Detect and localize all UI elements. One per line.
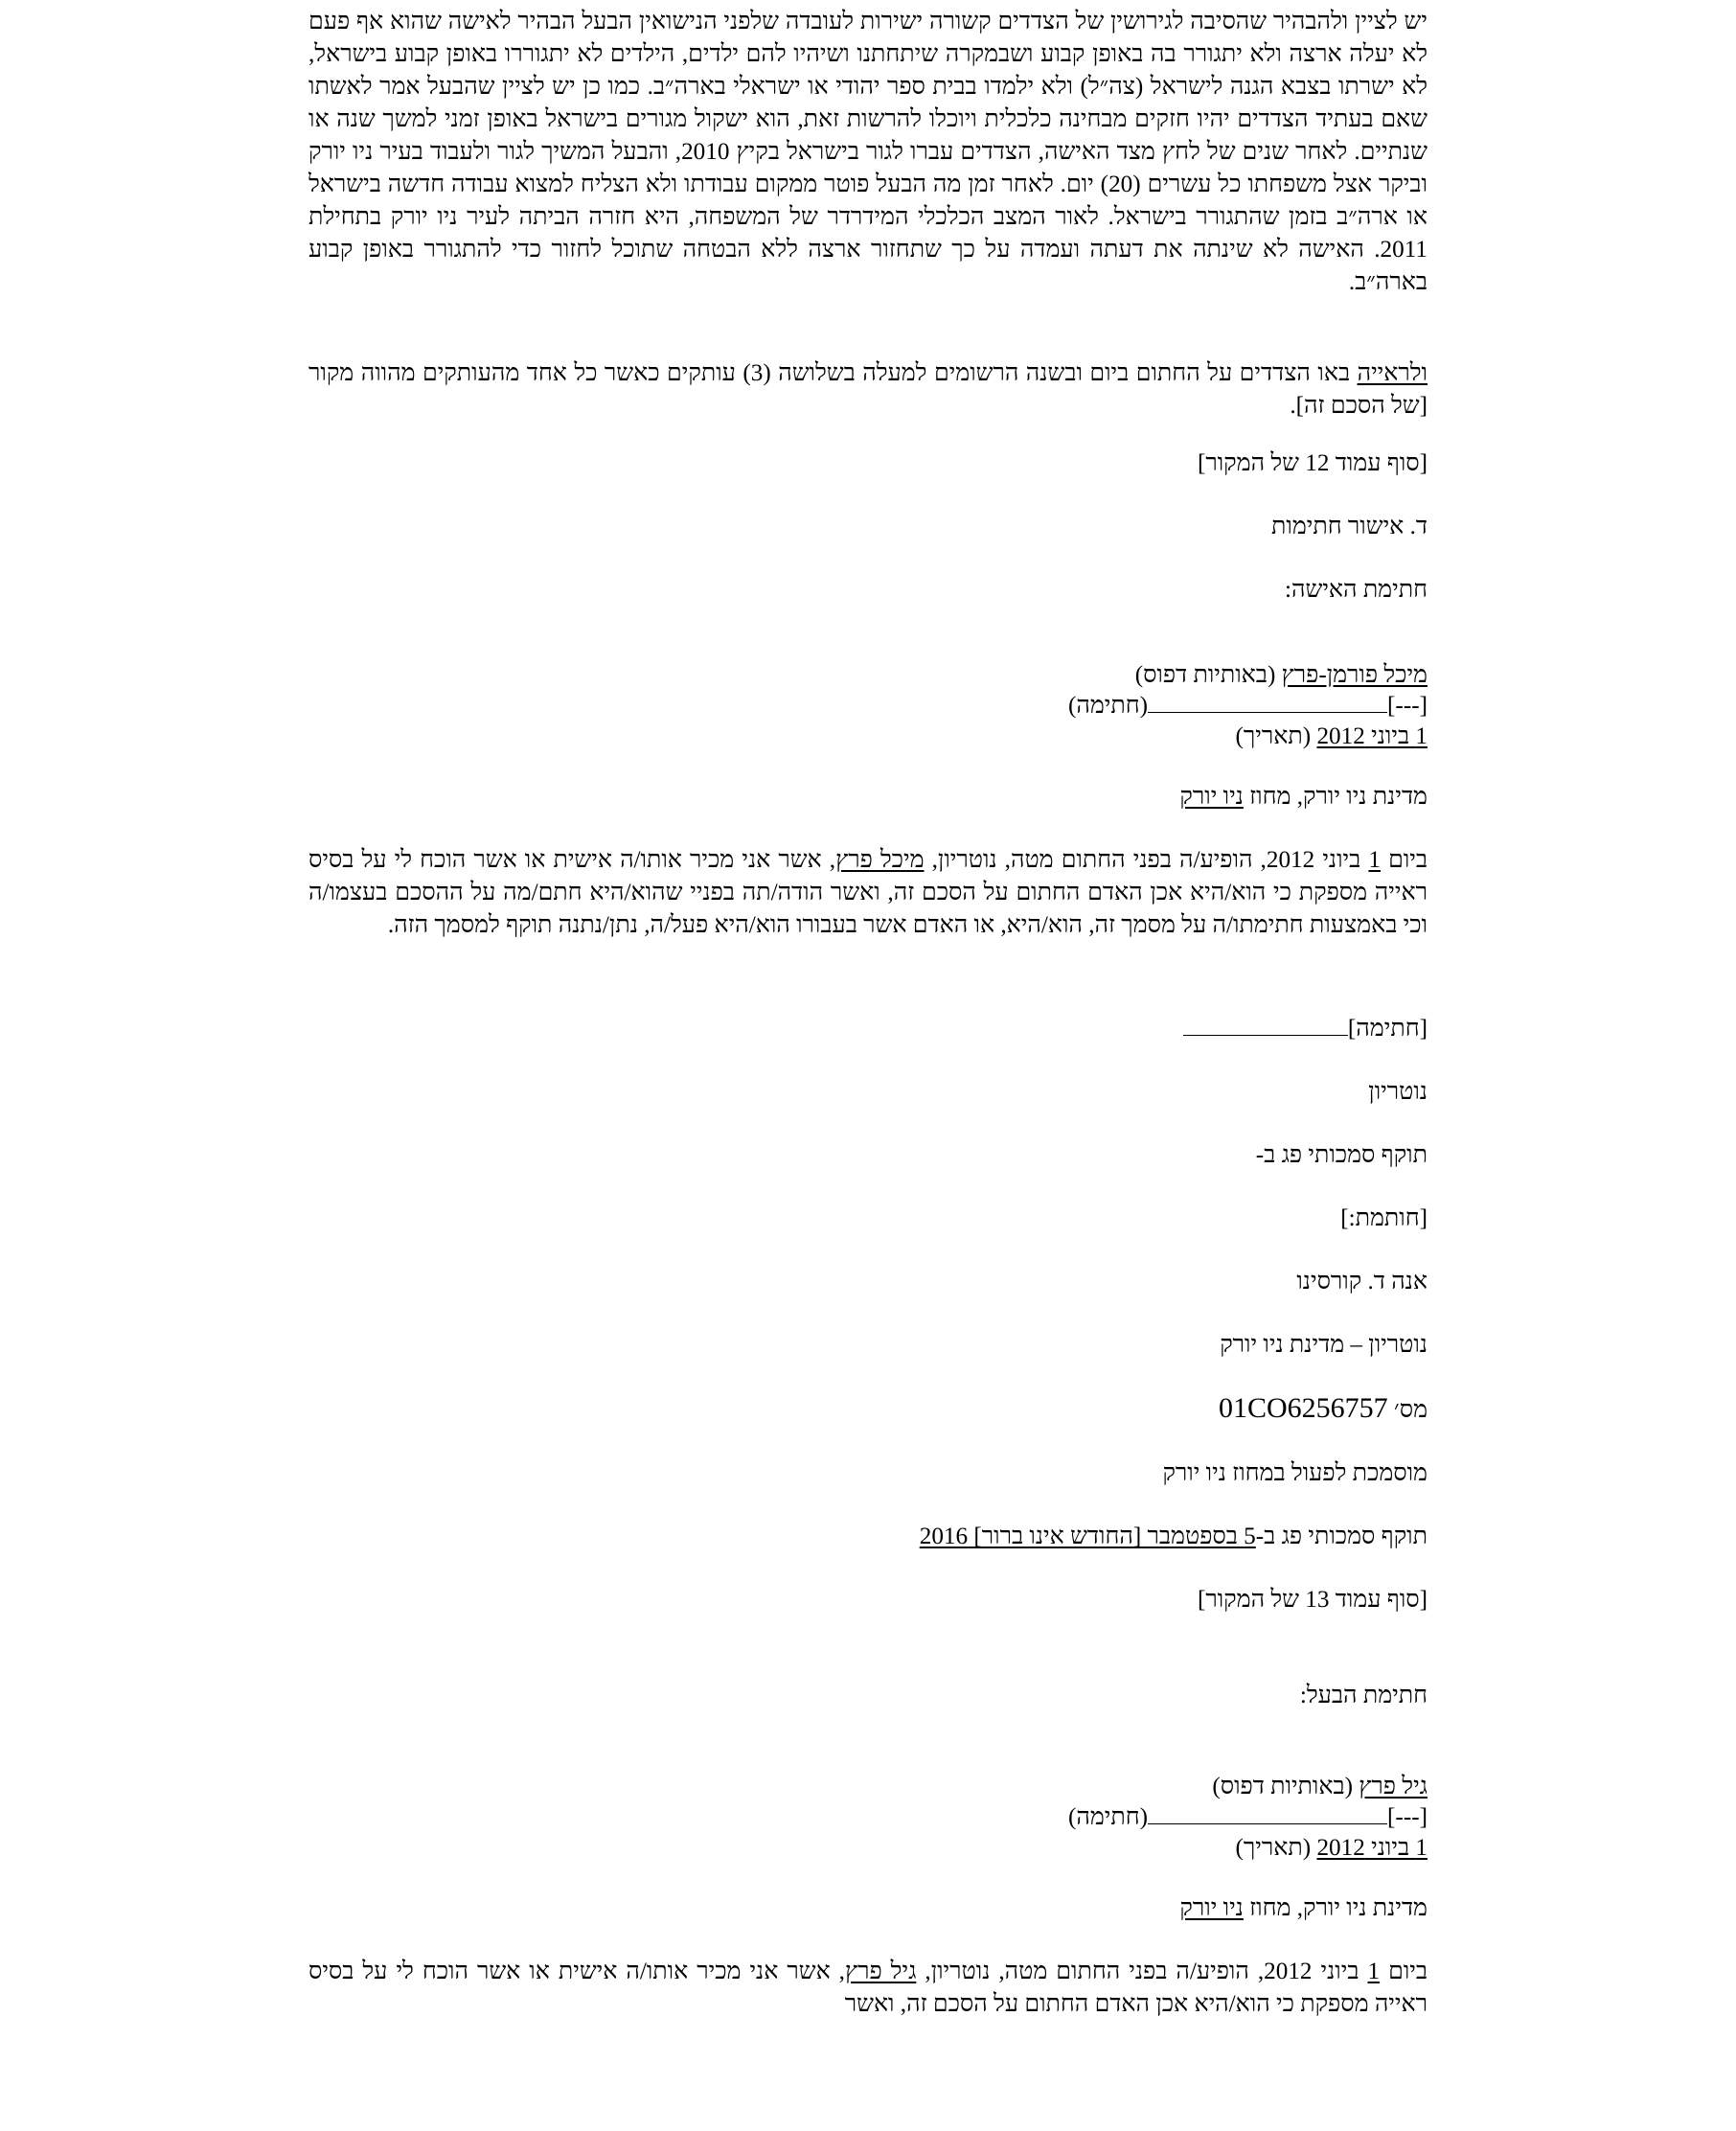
husband-signature-label: חתימת הבעל:: [1299, 1683, 1428, 1708]
husband-ack-person: גיל פרץ: [844, 1959, 917, 1984]
husband-ack-text-2: ביוני 2012, הופיע/ה בפני החתום מטה, נוטריון,: [916, 1959, 1368, 1984]
notary-state: נוטריון – מדינת ניו יורק: [1220, 1332, 1428, 1358]
wife-date: 1 ביוני 2012: [1316, 723, 1428, 749]
notary-name: אנה ד. קורסינו: [1296, 1269, 1428, 1295]
husband-jurisdiction-prefix: מדינת ניו יורק, מחוז: [1243, 1895, 1428, 1921]
document-page: [308, 6, 1428, 2021]
wife-ack-day: 1: [1368, 847, 1381, 873]
notary-expiry-prefix: תוקף סמכותי פג ב-: [1255, 1524, 1428, 1549]
husband-ack-text-1: ביום: [1380, 1959, 1428, 1984]
witness-underlined-word: ולראייה: [1357, 360, 1428, 386]
wife-signature-caption: (חתימה): [1067, 693, 1149, 719]
wife-printed-name: מיכל פורמן-פרץ: [1281, 662, 1428, 688]
wife-signature-line: [308, 691, 1428, 722]
husband-signature-bracket: [---]: [1387, 1804, 1428, 1830]
husband-ack-day: 1: [1367, 1959, 1381, 1984]
wife-jurisdiction: [308, 781, 1428, 813]
wife-jurisdiction-prefix: מדינת ניו יורק, מחוז: [1243, 784, 1428, 810]
wife-county: ניו יורק: [1179, 784, 1244, 810]
husband-printed-name: גיל פרץ: [1359, 1774, 1428, 1799]
notary-authorized: מוסמכת לפעול במחוז ניו יורק: [1162, 1460, 1428, 1486]
end-page-13-marker: [סוף עמוד 13 של המקור]: [1197, 1587, 1428, 1613]
notary-signature-label: [חתימה]: [1347, 1016, 1428, 1042]
notary-signature-blank: [1183, 1014, 1348, 1036]
husband-signature-line: [308, 1802, 1428, 1833]
husband-signature-block: [308, 1772, 1428, 1864]
notary-number: 01CO6256757: [1218, 1392, 1388, 1424]
husband-acknowledgment: [308, 1956, 1428, 2021]
husband-date-line: [308, 1833, 1428, 1864]
notary-number-label: מס׳: [1387, 1397, 1428, 1423]
husband-name-line: [308, 1772, 1428, 1802]
notary-expiry-date: 5 בספטמבר [החודש אינו ברור] 2016: [919, 1524, 1256, 1549]
husband-signature-blank: [1148, 1802, 1387, 1824]
notary-validity-short: תוקף סמכותי פג ב-: [1255, 1142, 1428, 1168]
notary-number-line: [308, 1392, 1428, 1427]
wife-signature-bracket: [---]: [1387, 693, 1428, 719]
husband-date-suffix: (תאריך): [1235, 1835, 1317, 1861]
wife-acknowledgment: [308, 844, 1428, 974]
wife-date-line: [308, 722, 1428, 752]
husband-county: ניו יורק: [1179, 1895, 1244, 1921]
section-heading: ד. אישור חתימות: [1271, 514, 1428, 539]
intro-paragraph: יש לציין ולהבהיר שהסיבה לגירושין של הצדדים קשורה ישירות לעובדה שלפני הנישואין הבעל הבהיר לאישה שהוא אף פעם לא יעלה ארצה ולא יתגורר בה באופן קבוע ושבמקרה שיתחתנו ושיהיו להם ילדים, הילדים לא יתגוררו באופן קבוע בישראל, לא ישרתו בצבא הגנה לישראל (צה״ל) ולא ילמדו בבית ספר יהודי או ישראלי בארה״ב. כמו כן יש לציין שהבעל אמר לאשתו שאם בעתיד הצדדים יהיו חזקים מבחינה כלכלית ויוכלו להרשות זאת, הוא ישקול מגורים בישראל באופן זמני למשך שנה או שנתיים. לאחר שנים של לחץ מצד האישה, הצדדים עברו לגור בישראל בקיץ 2010, והבעל המשיך לגור ולעבוד בעיר ניו יורק וביקר אצל משפחתו כל עשרים (20) יום. לאחר זמן מה הבעל פוטר ממקום עבודתו ולא הצליח למצוא עבודה חדשה בישראל או ארה״ב בזמן שהתגורר בישראל. לאור המצב הכלכלי המידרדר של המשפחה, היא חזרה הביתה לעיר ניו יורק בתחילת 2011. האישה לא שינתה את דעתה ועמדה על כך שתחזור ארצה ללא הבטחה שתוכל לחזור כדי להתגורר באופן קבוע בארה״ב.: [308, 9, 1428, 295]
wife-ack-text-2: ביוני 2012, הופיע/ה בפני החתום מטה, נוטריון,: [924, 847, 1369, 873]
wife-name-line: [308, 660, 1428, 691]
husband-date: 1 ביוני 2012: [1316, 1835, 1428, 1861]
wife-ack-person: מיכל פרץ: [835, 847, 925, 873]
notary-title: נוטריון: [1368, 1079, 1428, 1105]
husband-name-suffix: (באותיות דפוס): [1212, 1774, 1359, 1799]
wife-ack-text-3: , אשר אני מכיר אותו/ה אישית או אשר הוכח לי על בסיס ראייה מספקת כי הוא/היא אכן האדם החתום על הסכם זה, ואשר הודה/תה בפניי שהוא/היא חתם/מה על ההסכם בעצמו/ה וכי באמצעות חתימתו/ה על מסמך זה, הוא/היא, או האדם אשר בעבורו הוא/היא פעל/ה, נתן/נתנה תוקף למסמך הזה.: [308, 847, 1428, 938]
wife-signature-block: [308, 660, 1428, 752]
husband-ack-text-3: , אשר אני מכיר אותו/ה אישית או אשר הוכח לי על בסיס ראייה מספקת כי הוא/היא אכן האדם החתום על הסכם זה, ואשר: [308, 1959, 1428, 2017]
wife-date-suffix: (תאריך): [1235, 723, 1317, 749]
witness-paragraph: [308, 357, 1428, 423]
wife-signature-label: חתימת האישה:: [1285, 577, 1428, 603]
husband-signature-caption: (חתימה): [1067, 1804, 1149, 1830]
stamp-label: [חותמת:]: [1340, 1205, 1428, 1231]
witness-text: באו הצדדים על החתום ביום ובשנה הרשומים למעלה בשלושה (3) עותקים כאשר כל אחד מהעותקים מהווה מקור [של הסכם זה].: [308, 360, 1428, 419]
wife-signature-blank: [1148, 691, 1387, 713]
notary-expiry: [308, 1521, 1428, 1553]
notary-signature-line: [308, 1013, 1428, 1045]
wife-name-suffix: (באותיות דפוס): [1134, 662, 1282, 688]
end-page-12-marker: [סוף עמוד 12 של המקור]: [1197, 450, 1428, 476]
husband-jurisdiction: [308, 1892, 1428, 1925]
wife-ack-text-1: ביום: [1381, 847, 1428, 873]
